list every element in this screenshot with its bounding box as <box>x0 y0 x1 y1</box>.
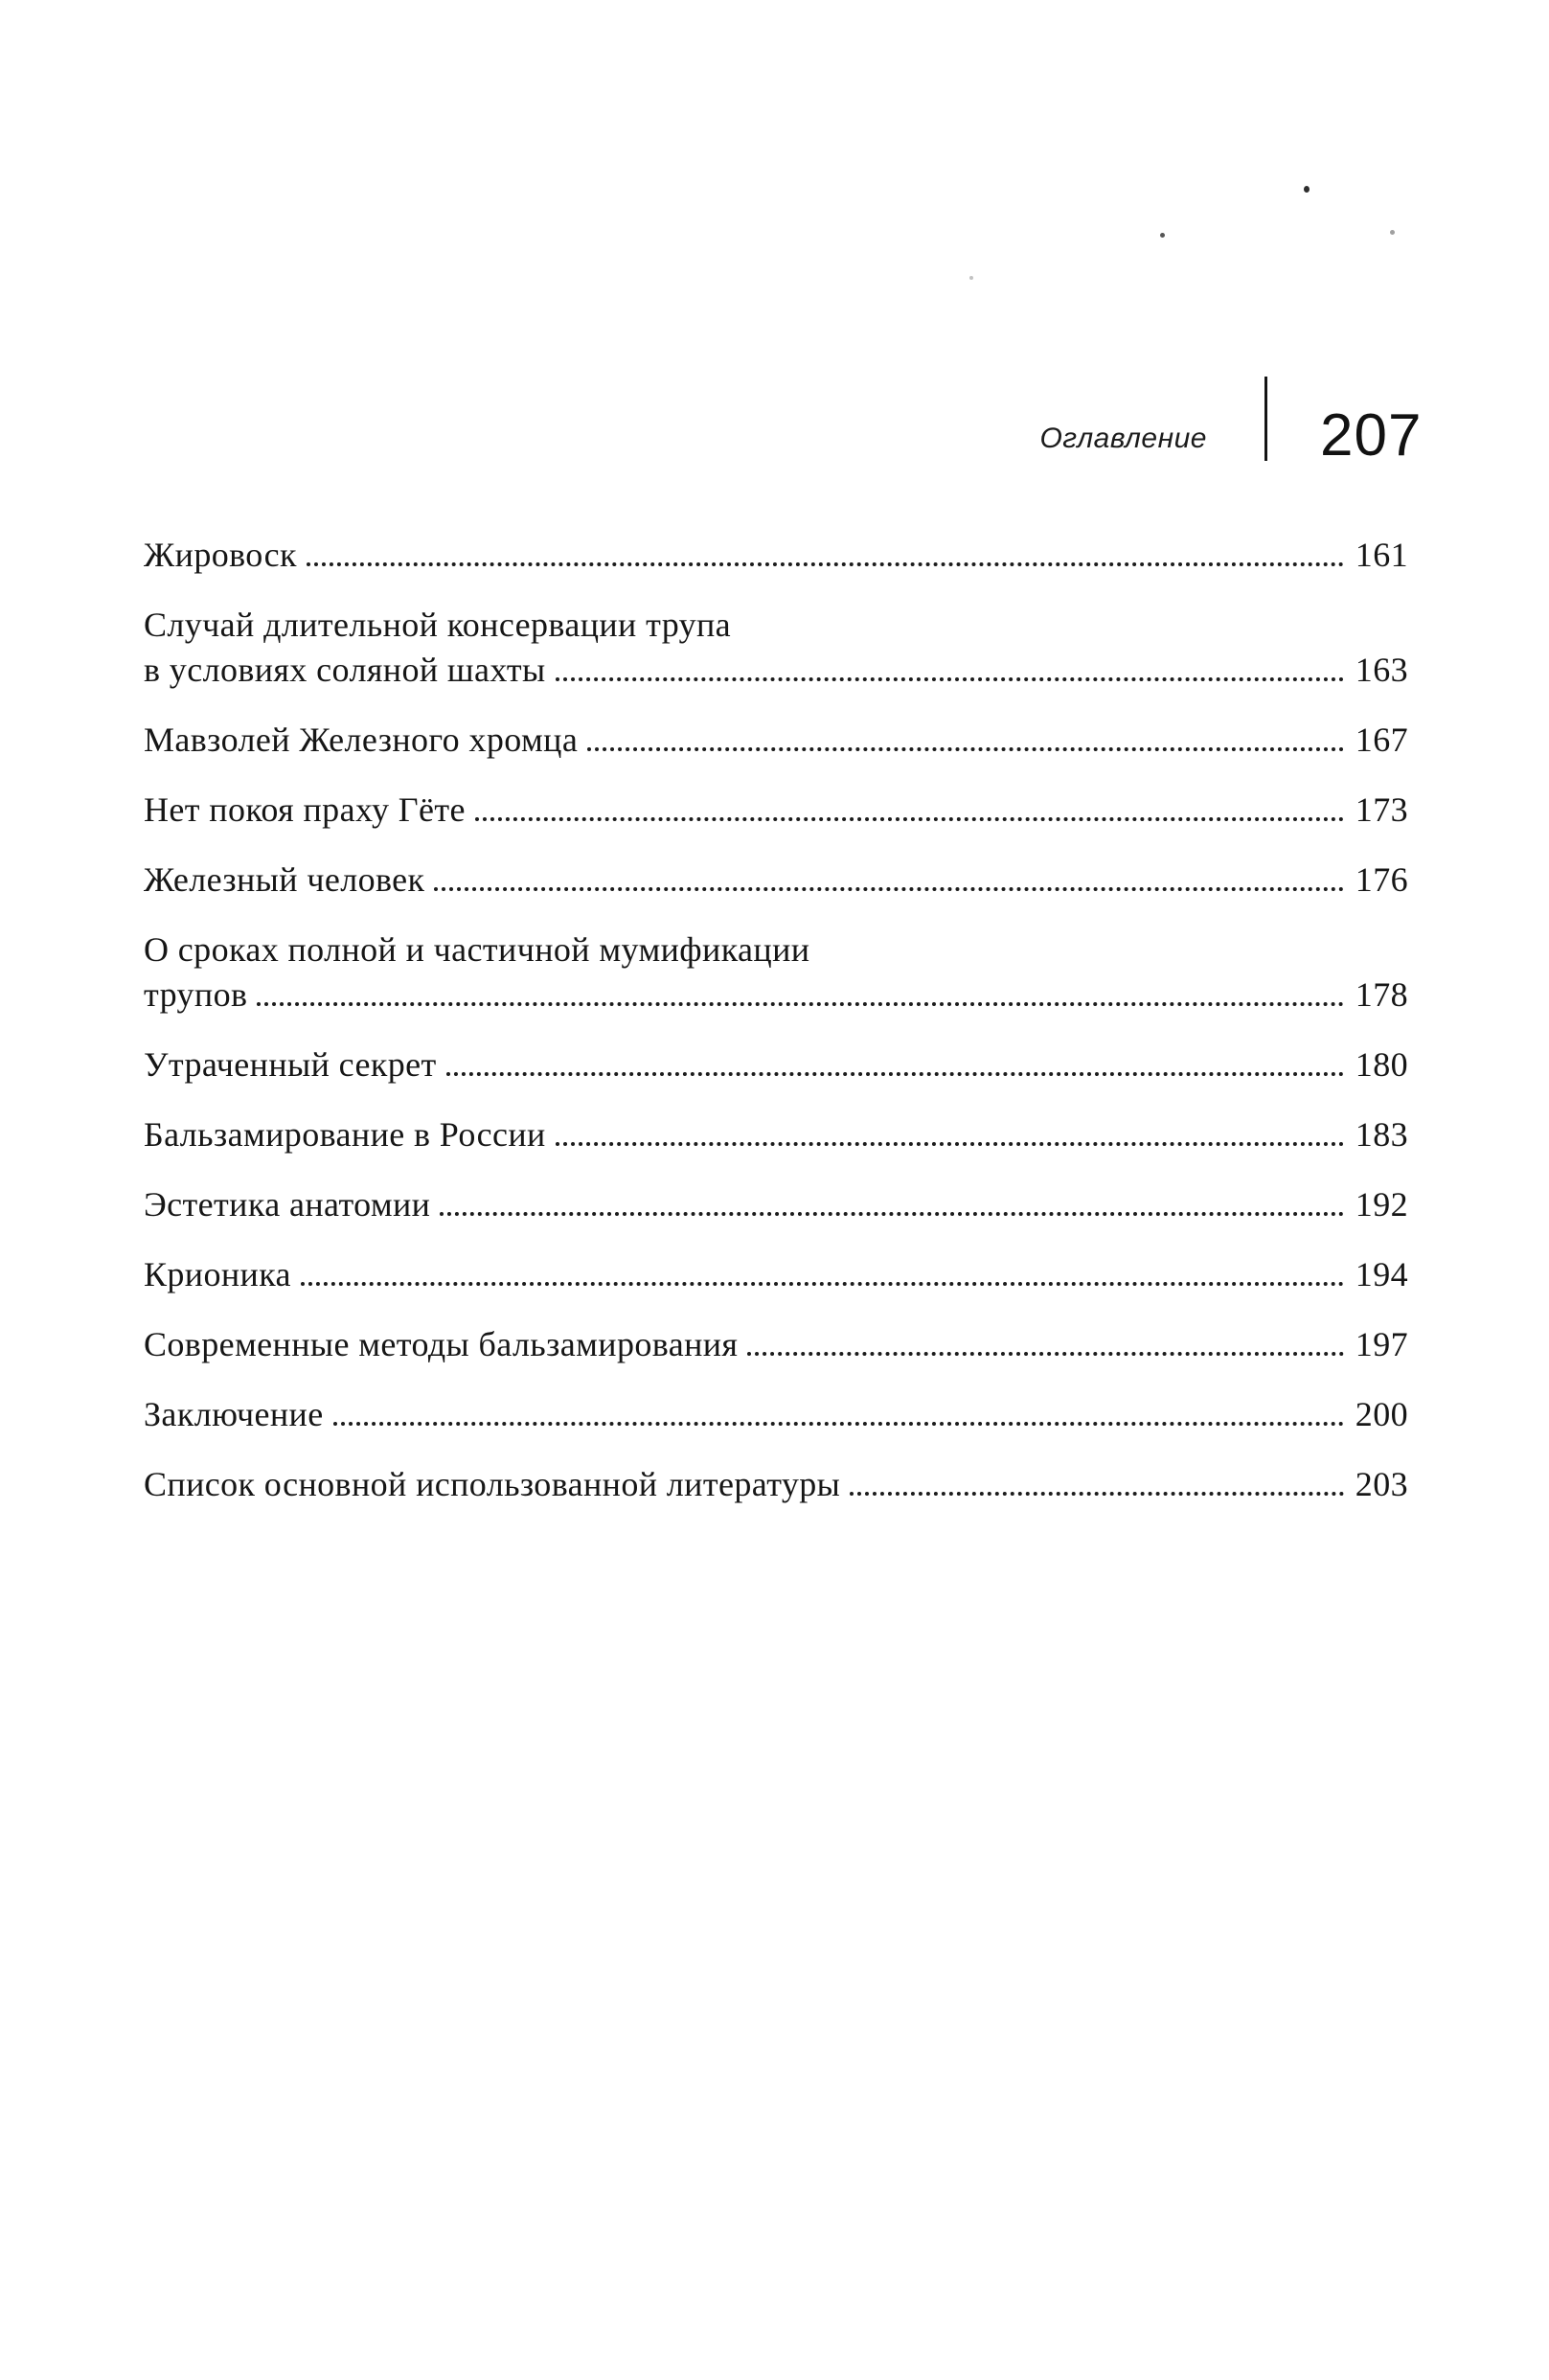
dot-leader <box>434 887 1343 891</box>
running-header-section-label: Оглавление <box>1039 423 1207 454</box>
toc-entry-title: Жировоск <box>144 536 297 574</box>
toc-entry-line <box>144 1462 1408 1507</box>
toc-entry <box>144 1252 1408 1297</box>
dot-leader <box>556 677 1344 681</box>
dot-leader <box>556 1142 1344 1146</box>
dot-leader <box>257 1002 1343 1006</box>
toc-entry-line <box>144 1252 1408 1297</box>
toc-entry-page-number: 176 <box>1355 860 1408 899</box>
toc-entry-title: Заключение <box>144 1395 324 1433</box>
toc-entry-page-number: 167 <box>1355 721 1408 759</box>
toc-entry-title: Крионика <box>144 1255 291 1293</box>
toc-entry-title: Утраченный секрет <box>144 1045 437 1084</box>
toc-entry <box>144 1462 1408 1507</box>
toc-entry <box>144 788 1408 833</box>
scan-speck <box>1160 233 1165 238</box>
toc-entry-line <box>144 1322 1408 1367</box>
toc-entry <box>144 603 1408 693</box>
toc-entry-title-line2: в условиях соляной шахты <box>144 651 546 689</box>
dot-leader <box>475 817 1344 821</box>
toc-entry <box>144 1182 1408 1227</box>
toc-entry-title: Мавзолей Железного хромца <box>144 721 579 759</box>
toc-entry-page-number: 161 <box>1355 536 1408 574</box>
toc-entry <box>144 858 1408 903</box>
toc-entry-line <box>144 973 1408 1018</box>
toc-entry-line <box>144 603 1408 648</box>
toc-entry-line <box>144 858 1408 903</box>
toc-entry-page-number: 194 <box>1355 1255 1408 1293</box>
toc-entry-line <box>144 788 1408 833</box>
scan-speck <box>1304 186 1310 193</box>
toc-entry-page-number: 192 <box>1355 1185 1408 1224</box>
dot-leader <box>747 1352 1343 1356</box>
toc-entry-page-number: 173 <box>1355 790 1408 829</box>
toc-entry-page-number: 203 <box>1355 1465 1408 1503</box>
toc-entry <box>144 1112 1408 1157</box>
toc-entry-title: Список основной использованной литературы <box>144 1465 841 1503</box>
toc-entry-line <box>144 1392 1408 1437</box>
toc-entry-page-number: 180 <box>1355 1045 1408 1084</box>
toc-entry-line <box>144 927 1408 973</box>
dot-leader <box>333 1422 1344 1426</box>
toc-entry-page-number: 200 <box>1355 1395 1408 1433</box>
toc-entry <box>144 1322 1408 1367</box>
toc-entry <box>144 927 1408 1018</box>
toc-entry-page-number: 163 <box>1355 651 1408 689</box>
table-of-contents <box>144 533 1408 1507</box>
toc-entry-page-number: 178 <box>1355 975 1408 1014</box>
toc-entry <box>144 533 1408 578</box>
toc-entry-title: Железный человек <box>144 860 425 899</box>
scan-speck <box>1390 230 1395 235</box>
toc-entry-title-line2: трупов <box>144 975 248 1014</box>
toc-entry-title: Современные методы бальзамирования <box>144 1325 739 1363</box>
toc-entry-title: Бальзамирование в России <box>144 1115 546 1154</box>
dot-leader <box>587 747 1344 751</box>
dot-leader <box>440 1212 1343 1216</box>
toc-entry-page-number: 197 <box>1355 1325 1408 1363</box>
dot-leader <box>850 1492 1344 1496</box>
toc-entry-title-line1: О сроках полной и частичной мумификации <box>144 930 810 969</box>
toc-entry <box>144 1392 1408 1437</box>
toc-entry-line <box>144 1182 1408 1227</box>
scan-speck <box>969 276 973 280</box>
toc-entry-title: Нет покоя праху Гёте <box>144 790 466 829</box>
toc-entry <box>144 718 1408 763</box>
toc-entry-page-number: 183 <box>1355 1115 1408 1154</box>
dot-leader <box>446 1072 1344 1076</box>
header-vertical-rule <box>1264 377 1267 461</box>
dot-leader <box>301 1282 1344 1286</box>
toc-entry-line <box>144 1042 1408 1087</box>
toc-entry-title-line1: Случай длительной консервации трупа <box>144 606 732 644</box>
toc-entry-line <box>144 533 1408 578</box>
toc-entry <box>144 1042 1408 1087</box>
dot-leader <box>307 562 1344 566</box>
toc-entry-line <box>144 718 1408 763</box>
toc-entry-title: Эстетика анатомии <box>144 1185 431 1224</box>
toc-entry-line <box>144 1112 1408 1157</box>
toc-entry-line <box>144 648 1408 693</box>
page-number: 207 <box>1320 402 1423 469</box>
